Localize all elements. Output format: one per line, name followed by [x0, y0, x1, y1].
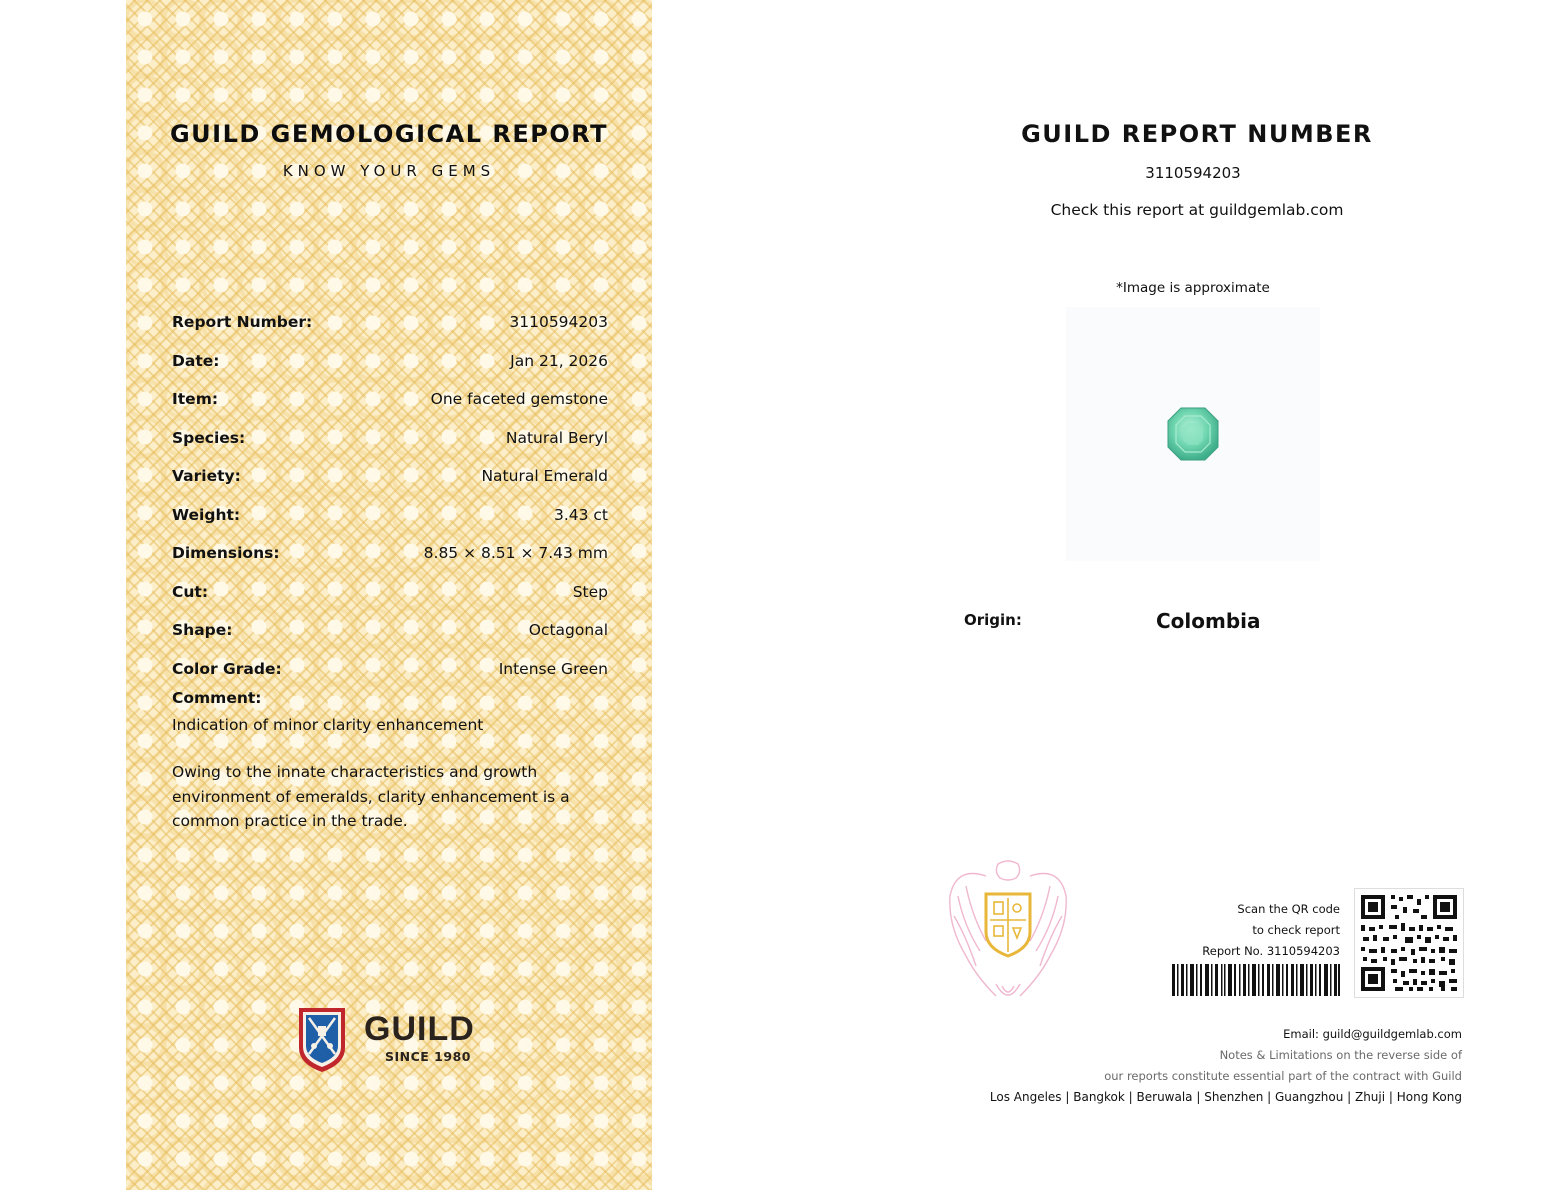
guild-brand-logo: [296, 1004, 496, 1076]
report-number-value: 3110594203: [1145, 164, 1241, 182]
comment-label: Comment:: [172, 689, 262, 707]
field-species: [172, 419, 608, 458]
field-value: 8.85 × 8.51 × 7.43 mm: [423, 544, 608, 563]
footer-notes-line-2: our reports constitute essential part of the contract with Guild: [1104, 1069, 1462, 1083]
footer-notes-line-1: Notes & Limitations on the reverse side of: [1219, 1048, 1462, 1062]
brand-since: SINCE 1980: [385, 1049, 471, 1064]
field-value: 3110594203: [509, 313, 608, 332]
field-label: Color Grade:: [172, 659, 282, 678]
field-value: Intense Green: [498, 659, 608, 678]
field-label: Weight:: [172, 505, 241, 524]
guild-shield-logo-icon: [296, 1004, 348, 1074]
field-shape: [172, 611, 608, 650]
field-label: Cut:: [172, 582, 209, 601]
field-label: Dimensions:: [172, 544, 280, 563]
field-label: Shape:: [172, 621, 233, 640]
field-item: [172, 380, 608, 419]
field-value: One faceted gemstone: [430, 390, 608, 409]
field-label: Item:: [172, 390, 219, 409]
image-approximate-note: *Image is approximate: [1116, 280, 1270, 296]
qr-line-1: Scan the QR code: [1237, 902, 1340, 916]
comment-note: Owing to the innate characteristics and growth environment of emeralds, clarity enhancement is a common practice in the trade.: [172, 763, 570, 830]
certificate-fields: [172, 303, 608, 688]
field-label: Date:: [172, 351, 220, 370]
qr-code-graphic: [1355, 889, 1463, 997]
field-label: Species:: [172, 428, 246, 447]
report-subtitle: KNOW YOUR GEMS: [282, 162, 496, 180]
footer-email: Email: guild@guildgemlab.com: [1283, 1027, 1462, 1041]
field-date: [172, 342, 608, 381]
field-report-number: [172, 303, 608, 342]
certificate-panel: [126, 0, 652, 1190]
octagonal-emerald-icon: [1167, 407, 1219, 461]
field-label: Variety:: [172, 467, 241, 486]
footer: [930, 1024, 1462, 1108]
gem-image: [1066, 307, 1320, 561]
field-cut: [172, 573, 608, 612]
field-weight: [172, 496, 608, 535]
qr-instructions: [1150, 899, 1340, 962]
field-variety: [172, 457, 608, 496]
qr-code-icon[interactable]: [1354, 888, 1464, 998]
eagle-shield-seal-icon: [946, 856, 1070, 1006]
field-value: 3.43 ct: [553, 505, 608, 524]
field-value: Jan 21, 2026: [510, 351, 608, 370]
brand-name: GUILD: [364, 1010, 475, 1048]
comment-value: Indication of minor clarity enhancement: [172, 716, 484, 734]
qr-line-2: to check report: [1252, 923, 1340, 937]
field-label: Report Number:: [172, 313, 313, 332]
field-dimensions: [172, 534, 608, 573]
qr-report-number: Report No. 3110594203: [1202, 944, 1340, 958]
field-color-grade: [172, 650, 608, 689]
report-number-title: GUILD REPORT NUMBER: [1021, 120, 1373, 148]
footer-locations: Los Angeles | Bangkok | Beruwala | Shenzhen | Guangzhou | Zhuji | Hong Kong: [989, 1090, 1462, 1104]
barcode-icon: [1172, 964, 1340, 996]
field-value: Step: [572, 582, 608, 601]
origin-value: Colombia: [1156, 609, 1261, 633]
field-value: Octagonal: [528, 621, 608, 640]
field-value: Natural Beryl: [505, 428, 608, 447]
report-title: GUILD GEMOLOGICAL REPORT: [169, 120, 608, 148]
field-value: Natural Emerald: [481, 467, 608, 486]
origin-label: Origin:: [964, 611, 1022, 629]
check-report-text: Check this report at guildgemlab.com: [1050, 201, 1344, 219]
